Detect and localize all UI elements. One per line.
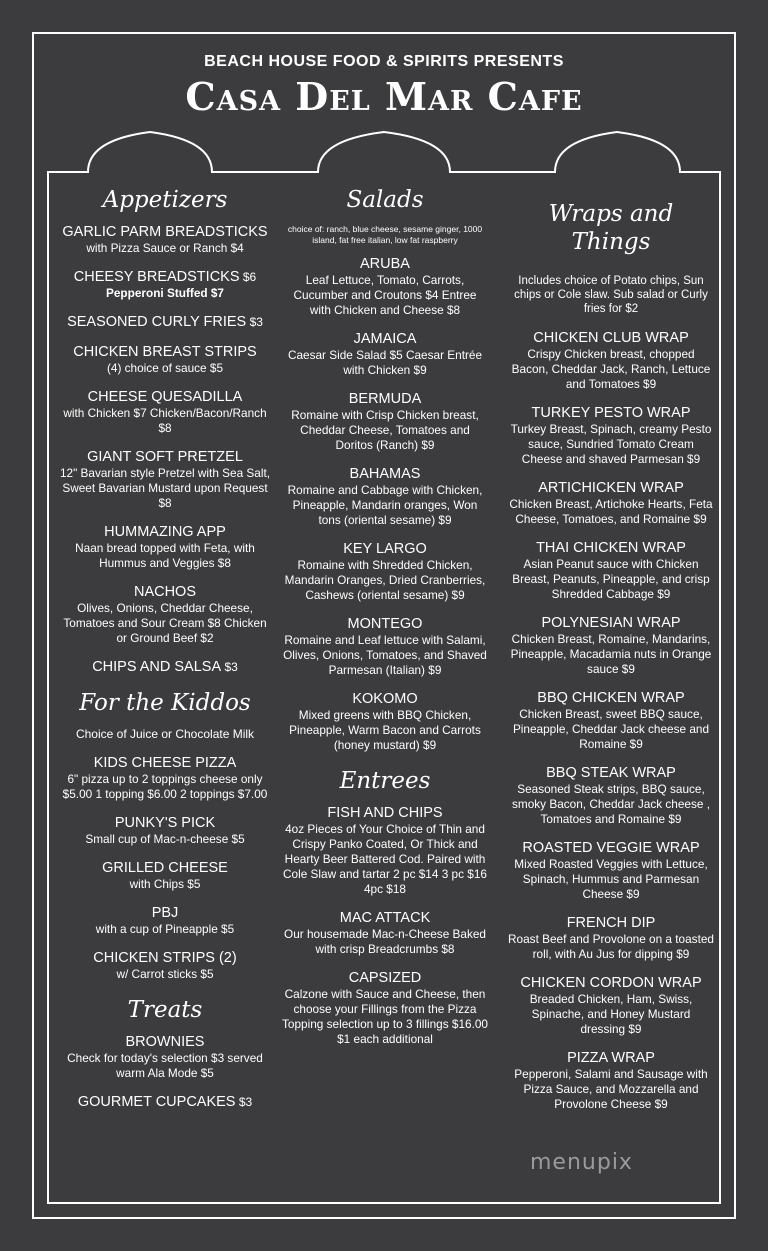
column-left [58, 186, 272, 1124]
menu-item-name-text: GARLIC PARM BREADSTICKS [62, 224, 268, 240]
menu-item-name [508, 330, 714, 347]
menu-item-name-text: PIZZA WRAP [567, 1050, 655, 1066]
menu-item-name-text: JAMAICA [353, 331, 417, 347]
menu-item-name [58, 815, 272, 832]
menu-item-name [282, 466, 488, 483]
menu-item-name [282, 256, 488, 273]
menu-item-name-text: KEY LARGO [343, 541, 427, 557]
menu-item-name [58, 344, 272, 361]
menu-item-name [58, 1034, 272, 1051]
salads-title: Salads [346, 187, 424, 213]
menu-item-description: Calzone with Sauce and Cheese, then choose your Fillings from the Pizza Topping selection up to 3 fillings $16.00 $1 each additional [282, 987, 488, 1046]
menu-item-name [508, 690, 714, 707]
menu-item-name-text: CHICKEN STRIPS (2) [93, 950, 237, 966]
menu-item-description: Our housemade Mac-n-Cheese Baked with crisp Breadcrumbs $8 [284, 927, 486, 956]
menu-item [508, 615, 714, 677]
menu-item-name-text: FRENCH DIP [566, 915, 656, 931]
menu-item [282, 910, 488, 957]
menu-item [58, 905, 272, 937]
menu-item-name-text: BERMUDA [348, 391, 422, 407]
column-right [508, 200, 714, 1125]
menu-item-description: Romaine with Shredded Chicken, Mandarin Oranges, Dried Cranberries, Cashews (oriental sesame) $9 [284, 558, 486, 602]
menu-item-description: Turkey Breast, Spinach, creamy Pesto sauce, Sundried Tomato Cream Cheese and shaved Parmesan $9 [510, 422, 712, 466]
menu-item [282, 970, 488, 1047]
menu-item-name [58, 905, 272, 922]
menu-item-description: Pepperoni, Salami and Sausage with Pizza Sauce, and Mozzarella and Provolone Cheese $9 [514, 1067, 708, 1111]
menu-item [508, 330, 714, 392]
menu-item-description: Caesar Side Salad $5 Caesar Entrée with Chicken $9 [287, 348, 483, 377]
wraps-title: Wraps and Things [548, 201, 674, 255]
menu-item-name-text: CHEESE QUESADILLA [87, 389, 243, 405]
menu-item-description: 4oz Pieces of Your Choice of Thin and Crispy Panko Coated, Or Thick and Hearty Beer Battered Cod. Paired with Cole Slaw and tartar 2 pc $14 3 pc $16 4pc $18 [283, 822, 487, 896]
menu-item-name-text: CHEESY BREADSTICKS [73, 269, 240, 285]
menu-item-description: Small cup of Mac-n-cheese $5 [85, 832, 245, 846]
menu-item [58, 1034, 272, 1081]
menu-item-price: $6 [239, 270, 257, 284]
menu-item-name-text: TURKEY PESTO WRAP [531, 405, 691, 421]
menu-item-name-text: PUNKY'S PICK [114, 815, 216, 831]
kiddos-note: Choice of Juice or Chocolate Milk [75, 727, 255, 741]
menu-item-name [282, 970, 488, 987]
menu-item-name-text: SEASONED CURLY FRIES [67, 314, 247, 330]
menu-item [58, 755, 272, 802]
menu-item-description: Romaine and Leaf lettuce with Salami, Olives, Onions, Tomatoes, and Shaved Parmesan (Italian) $9 [283, 633, 487, 677]
menu-item [282, 616, 488, 678]
menu-item [282, 466, 488, 528]
menu-item-description: with Chicken $7 Chicken/Bacon/Ranch $8 [63, 406, 267, 435]
menu-item [58, 659, 272, 676]
menu-item-name-text: GIANT SOFT PRETZEL [87, 449, 243, 465]
menu-item-name [58, 314, 272, 331]
treats-title: Treats [127, 997, 203, 1023]
menu-item-description: Olives, Onions, Cheddar Cheese, Tomatoes and Sour Cream $8 Chicken or Ground Beef $2 [63, 601, 267, 645]
menu-item-name [508, 840, 714, 857]
menu-item-name-text: CHICKEN BREAST STRIPS [73, 344, 257, 360]
menu-item-description: Chicken Breast, sweet BBQ sauce, Pineapple, Cheddar Jack cheese and Romaine $9 [512, 707, 710, 751]
menu-item-name [282, 805, 488, 822]
menu-item [508, 690, 714, 752]
menu-item-name [58, 659, 272, 676]
menu-item-name [58, 950, 272, 967]
menu-item [508, 975, 714, 1037]
menu-item-price: $3 [246, 315, 263, 329]
menu-item-name-text: ROASTED VEGGIE WRAP [522, 840, 700, 856]
menu-item-description: with a cup of Pineapple $5 [95, 922, 235, 936]
menu-item [58, 524, 272, 571]
menu-item-name-text: KIDS CHEESE PIZZA [93, 755, 237, 771]
entrees-list [282, 805, 488, 1047]
menu-item [508, 405, 714, 467]
menu-item-name-text: BBQ CHICKEN WRAP [537, 690, 685, 706]
menu-item-name-text: HUMMAZING APP [104, 524, 226, 540]
menu-item-name-text: PBJ [151, 905, 179, 921]
menu-item-name-text: KOKOMO [352, 691, 418, 707]
menu-item-name-text: CHIPS AND SALSA [92, 659, 222, 675]
header-presenter: BEACH HOUSE FOOD & SPIRITS PRESENTS [204, 53, 564, 70]
menu-item [58, 314, 272, 331]
menu-item-name [58, 269, 272, 286]
menu-item [508, 840, 714, 902]
menu-item [282, 331, 488, 378]
menu-item [58, 860, 272, 892]
menu-item-description: 12" Bavarian style Pretzel with Sea Salt, Sweet Bavarian Mustard upon Request $8 [59, 466, 271, 510]
menu-item-name-text: MONTEGO [347, 616, 423, 632]
menu-item [282, 691, 488, 753]
menu-item [508, 1050, 714, 1112]
menu-item [58, 950, 272, 982]
menu-item-name [58, 224, 272, 241]
menu-item-name [508, 765, 714, 782]
menu-item [58, 389, 272, 436]
kiddos-title: For the Kiddos [79, 690, 251, 716]
menu-item-name-text: CHICKEN CORDON WRAP [520, 975, 702, 991]
menu-item-name [282, 910, 488, 927]
menu-item-name [508, 915, 714, 932]
menu-item-description: Mixed greens with BBQ Chicken, Pineapple, Warm Bacon and Carrots (honey mustard) $9 [289, 708, 481, 752]
treats-list [58, 1034, 272, 1111]
menu-item-name-text: CHICKEN CLUB WRAP [533, 330, 689, 346]
menu-item-description: with Chips $5 [129, 877, 201, 891]
menu-item-name-text: THAI CHICKEN WRAP [536, 540, 686, 556]
menu-item-description: 6" pizza up to 2 toppings cheese only $5.00 1 topping $6.00 2 toppings $7.00 [62, 772, 268, 801]
menu-item-name [58, 1094, 272, 1111]
menu-item-name-text: NACHOS [133, 584, 197, 600]
menu-item-name [508, 615, 714, 632]
menu-item-name [508, 480, 714, 497]
menu-item-name-text: MAC ATTACK [339, 910, 431, 926]
menu-item [282, 541, 488, 603]
menu-item-name [508, 975, 714, 992]
menu-item-name-text: ARUBA [360, 256, 410, 272]
menu-item-name-text: GOURMET CUPCAKES [77, 1094, 236, 1110]
menu-item-name [508, 1050, 714, 1067]
menu-item [508, 765, 714, 827]
menu-item-description: Roast Beef and Provolone on a toasted roll, with Au Jus for dipping $9 [508, 932, 714, 961]
salads-list [282, 256, 488, 753]
menu-item [282, 805, 488, 897]
menu-item-name-text: BBQ STEAK WRAP [546, 765, 676, 781]
menu-item [508, 915, 714, 962]
menu-item-name [508, 405, 714, 422]
menu-item-price: $3 [221, 660, 238, 674]
wraps-list [508, 330, 714, 1112]
menu-item [58, 224, 272, 256]
menu-item-description: Breaded Chicken, Ham, Swiss, Spinache, and Honey Mustard dressing $9 [529, 992, 693, 1036]
menu-item [58, 584, 272, 646]
menu-item-description: Check for today's selection $3 served warm Ala Mode $5 [67, 1051, 263, 1080]
menu-item [58, 449, 272, 511]
menu-item-description: Naan bread topped with Feta, with Hummus and Veggies $8 [75, 541, 255, 570]
menu-item-name [58, 389, 272, 406]
menu-item-description: Mixed Roasted Veggies with Lettuce, Spinach, Hummus and Parmesan Cheese $9 [514, 857, 708, 901]
menu-item-name [282, 331, 488, 348]
menu-item [508, 540, 714, 602]
menu-item-description: Leaf Lettuce, Tomato, Carrots, Cucumber and Croutons $4 Entree with Chicken and Cheese $8 [293, 273, 477, 317]
menu-item-name [282, 391, 488, 408]
menu-item [58, 344, 272, 376]
menu-item-name [508, 540, 714, 557]
menu-item [58, 269, 272, 301]
menu-item-description: Romaine and Cabbage with Chicken, Pineapple, Mandarin oranges, Won tons (oriental sesame) $9 [287, 483, 483, 527]
menu-item-description: Crispy Chicken breast, chopped Bacon, Cheddar Jack, Ranch, Lettuce and Tomatoes $9 [511, 347, 711, 391]
menu-item-name [282, 616, 488, 633]
menu-item-name-text: BROWNIES [125, 1034, 205, 1050]
kiddos-list [58, 755, 272, 982]
menu-item-description: Romaine with Crisp Chicken breast, Cheddar Cheese, Tomatoes and Doritos (Ranch) $9 [291, 408, 479, 452]
watermark: menupix [530, 1150, 633, 1175]
menu-item-name-text: POLYNESIAN WRAP [541, 615, 681, 631]
menu-item [58, 1094, 272, 1111]
salads-note: choice of: ranch, blue cheese, sesame ginger, 1000 island, fat free italian, low fat raspberry [287, 224, 483, 245]
menu-item-description: with Pizza Sauce or Ranch $4 [86, 241, 244, 255]
appetizers-title: Appetizers [102, 187, 228, 213]
page-title: Casa Del Mar Cafe [185, 74, 583, 119]
menu-item-description: Chicken Breast, Romaine, Mandarins, Pineapple, Macadamia nuts in Orange sauce $9 [510, 632, 712, 676]
menu-item-description: Pepperoni Stuffed $7 [106, 286, 224, 300]
menu-item-name-text: BAHAMAS [349, 466, 421, 482]
menu-item-price: $3 [235, 1095, 253, 1109]
menu-item-name-text: GRILLED CHEESE [102, 860, 228, 876]
entrees-title: Entrees [339, 768, 431, 794]
menu-item [282, 391, 488, 453]
menu-item-name [282, 541, 488, 558]
menu-item-description: Seasoned Steak strips, BBQ sauce, smoky Bacon, Cheddar Jack cheese , Tomatoes and Romaine $9 [511, 782, 711, 826]
menu-item-name [282, 691, 488, 708]
appetizers-list [58, 224, 272, 676]
menu-item-description: Chicken Breast, Artichoke Hearts, Feta Cheese, Tomatoes, and Romaine $9 [509, 497, 713, 526]
menu-item-name [58, 584, 272, 601]
menu-item-name-text: CAPSIZED [348, 970, 422, 986]
menu-item [58, 815, 272, 847]
menu-item [282, 256, 488, 318]
menu-item-description: (4) choice of sauce $5 [106, 361, 224, 375]
menu-item-name [58, 755, 272, 772]
menu-item [508, 480, 714, 527]
menu-item-name [58, 524, 272, 541]
menu-item-name [58, 860, 272, 877]
menu-item-name-text: ARTICHICKEN WRAP [538, 480, 684, 496]
column-middle [282, 186, 488, 1060]
menu-item-name-text: FISH AND CHIPS [327, 805, 443, 821]
menu-item-name [58, 449, 272, 466]
menu-item-description: Asian Peanut sauce with Chicken Breast, Peanuts, Pineapple, and crisp Shredded Cabbage $9 [512, 557, 710, 601]
wraps-note: Includes choice of Potato chips, Sun chips or Cole slaw. Sub salad or Curly fries for $2 [514, 275, 708, 315]
menu-item-description: w/ Carrot sticks $5 [116, 967, 214, 981]
